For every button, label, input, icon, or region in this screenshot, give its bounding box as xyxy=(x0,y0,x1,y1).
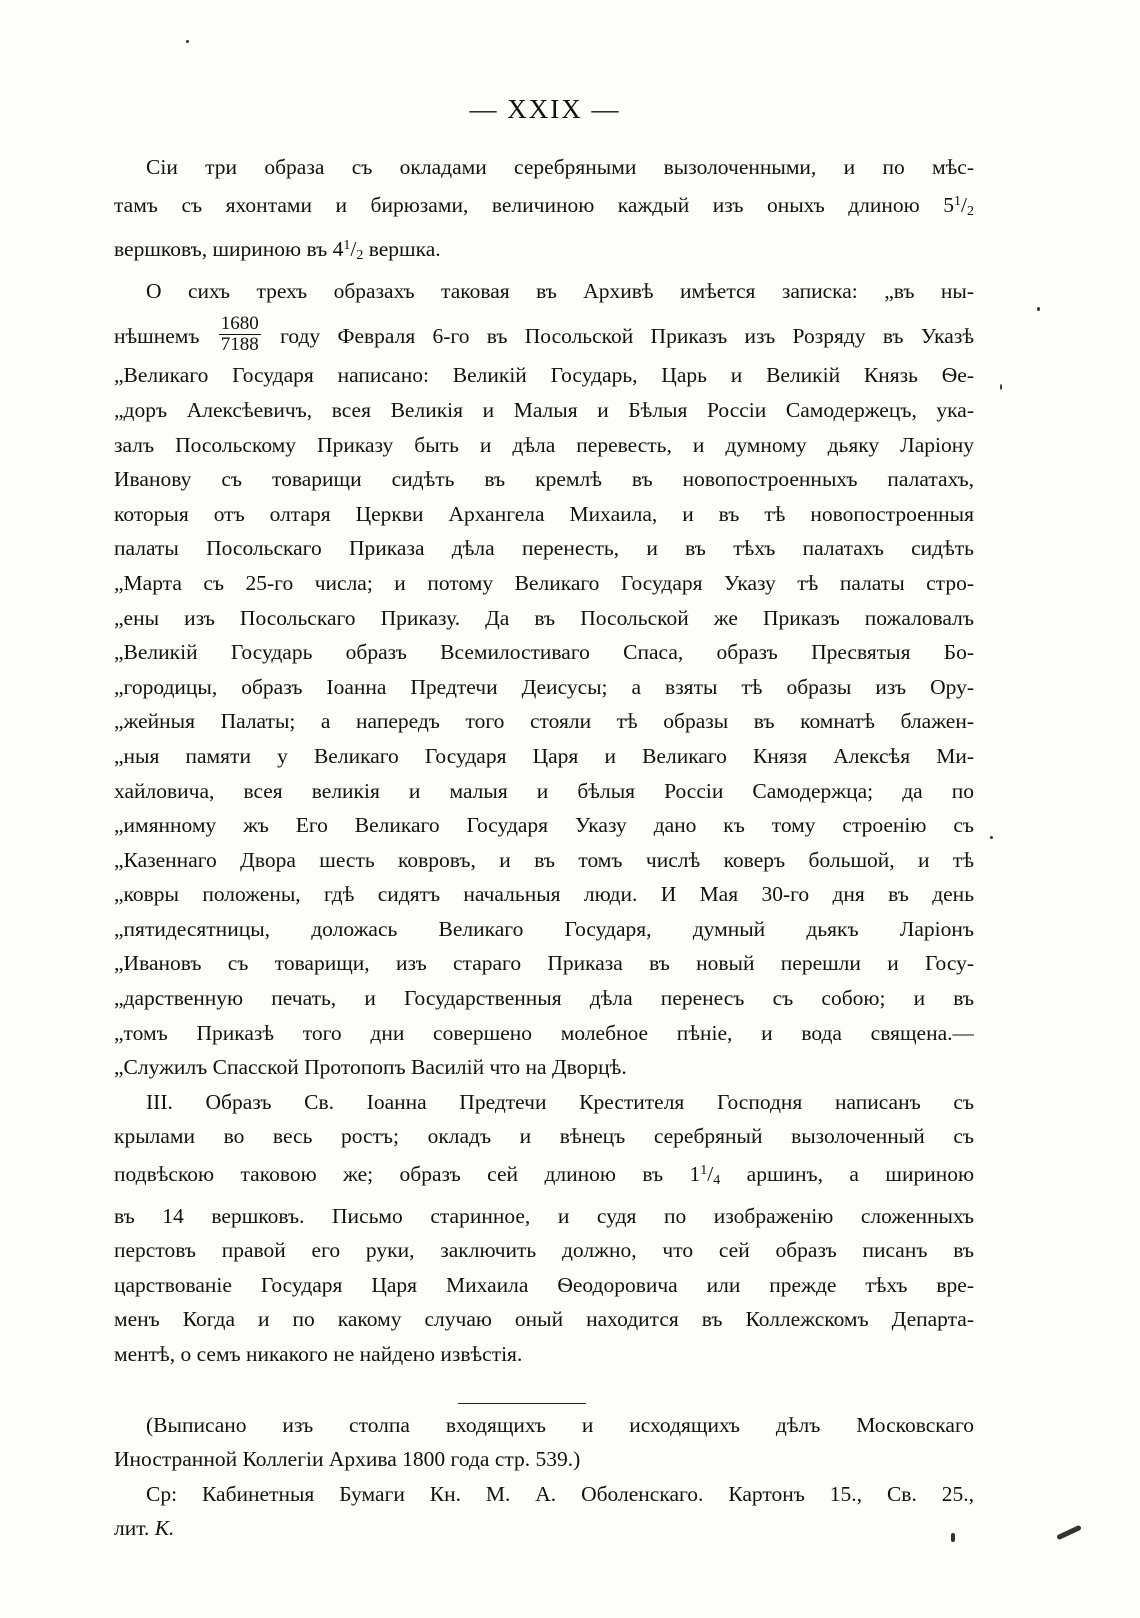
text-line: „ныя памяти у Великаго Государя Царя и Великаго Князя Алексѣя Ми- xyxy=(114,743,974,768)
reference-line xyxy=(114,1511,974,1546)
paragraph-3 xyxy=(114,1085,974,1372)
text-line: которыя отъ олтаря Церкви Архангела Михаила, и въ тѣ новопостроенныя xyxy=(114,501,974,526)
arshin-measure: $1^1/_4$ xyxy=(689,1162,721,1189)
text-line: „томъ Приказѣ того дни совершено молебное пѣніе, и вода священа.— xyxy=(114,1020,974,1045)
length-measure: $5^1/_2$ xyxy=(943,192,974,219)
reference-line: Иностранной Коллегіи Архива 1800 года стр. 539.) xyxy=(114,1447,581,1472)
text-span: подвѣскою таковою же; образъ сей длиною въ xyxy=(114,1162,664,1187)
closing-divider xyxy=(458,1403,586,1404)
main-text xyxy=(114,150,974,1546)
scan-speck xyxy=(951,1533,955,1542)
text-line: „городицы, образъ Іоанна Предтечи Деисусы; а взяты тѣ образы изъ Ору- xyxy=(114,674,974,699)
text-line: „доръ Алексѣевичъ, всея Великія и Малыя и Бѣлыя Россіи Самодержецъ, ука- xyxy=(114,397,974,422)
scan-speck xyxy=(1056,1525,1082,1541)
reference-letter: К. xyxy=(154,1516,175,1541)
text-line: О сихъ трехъ образахъ таковая въ Архивѣ имѣется записка: „въ ны- xyxy=(146,278,974,303)
scan-speck xyxy=(1000,384,1002,390)
text-line: хайловича, всея великія и малыя и бѣлыя Россіи Самодержца; да по xyxy=(114,778,974,803)
text-line: царствованіе Государя Царя Михаила Ѳеодоровича или прежде тѣхъ вре- xyxy=(114,1272,974,1297)
text-line: „Великаго Государя написано: Великій Государь, Царь и Великій Князь Ѳе- xyxy=(114,363,974,388)
text-line: III. Образъ Св. Іоанна Предтечи Крестителя Господня написанъ съ xyxy=(146,1089,974,1114)
text-line: „имянному жъ Его Великаго Государя Указу дано къ тому строенію съ xyxy=(114,813,974,838)
reference-line: (Выписано изъ столпа входящихъ и исходящихъ дѣлъ Московскаго xyxy=(146,1412,974,1437)
text-line: залъ Посольскому Приказу быть и дѣла перевесть, и думному дьяку Ларіону xyxy=(114,432,974,457)
text-span: нѣшнемъ xyxy=(114,324,200,349)
width-measure: $4^1/_2$ xyxy=(332,237,364,264)
text-line: Иванову съ товарищи сидѣть въ кремлѣ въ новопостроенныхъ палатахъ, xyxy=(114,467,974,492)
text-line: крылами во весь ростъ; окладъ и вѣнецъ серебряный вызолоченный съ xyxy=(114,1124,974,1149)
text-line: ментѣ, о семъ никакого не найдено извѣстія. xyxy=(114,1342,523,1366)
text-line: „Служилъ Спасской Протопопъ Василій что на Дворцѣ. xyxy=(114,1055,627,1080)
text-line xyxy=(114,185,974,230)
text-line: „дарственную печать, и Государственныя дѣла перенесъ съ собою; и въ xyxy=(114,986,974,1011)
year-top: 1680 xyxy=(220,312,259,334)
paragraph-1 xyxy=(114,150,974,274)
text-line: въ 14 вершковъ. Письмо старинное, и судя по изображенію сложенныхъ xyxy=(114,1203,974,1228)
year-fraction xyxy=(219,314,261,355)
text-line xyxy=(114,229,974,274)
text-line: Сіи три образа съ окладами серебряными вызолоченными, и по мѣс- xyxy=(146,155,974,179)
text-line: „Марта съ 25-го числа; и потому Великаго Государя Указу тѣ палаты стро- xyxy=(114,570,974,595)
year-bottom: 7188 xyxy=(220,333,259,355)
source-references xyxy=(114,1408,974,1546)
scan-speck xyxy=(186,40,189,43)
text-line: „ковры положены, гдѣ сидятъ начальныя люди. И Мая 30-го дня въ день xyxy=(114,882,974,907)
text-line: палаты Посольскаго Приказа дѣла перенесть, и въ тѣхъ палатахъ сидѣть xyxy=(114,536,974,561)
text-span: лит. xyxy=(114,1516,150,1541)
text-line xyxy=(114,308,974,358)
width-unit: вершка. xyxy=(368,237,441,262)
reference-line: Ср: Кабинетныя Бумаги Кн. М. А. Оболенскаго. Картонъ 15., Св. 25., xyxy=(146,1481,974,1506)
page-number: — XXIX — xyxy=(469,94,621,124)
paragraph-2 xyxy=(114,274,974,1085)
text-line: „жейныя Палаты; а напередъ того стояли тѣ образы въ комнатѣ блажен- xyxy=(114,709,974,734)
text-line: „Великій Государь образъ Всемилостиваго Спаса, образъ Пресвятыя Бо- xyxy=(114,640,974,665)
text-span: вершковъ, шириною въ xyxy=(114,237,328,262)
text-line: „пятидесятницы, доложась Великаго Государя, думный дьякъ Ларіонъ xyxy=(114,916,974,941)
text-line: „ены изъ Посольскаго Приказу. Да въ Посольской же Приказъ пожаловалъ xyxy=(114,605,974,630)
text-span: тамъ съ яхонтами и бирюзами, величиною каждый изъ оныхъ длиною xyxy=(114,192,920,217)
text-span: году Февраля 6-го въ Посольской Приказъ изъ Розряду въ Указѣ xyxy=(280,324,974,349)
text-line: „Ивановъ съ товарищи, изъ стараго Приказа въ новый перешли и Госу- xyxy=(114,951,974,976)
text-span: аршинъ, а шириною xyxy=(746,1162,974,1187)
scan-speck xyxy=(990,836,993,839)
text-line: перстовъ правой его руки, заключить должно, что сей образъ писанъ въ xyxy=(114,1238,974,1263)
text-line: „Казеннаго Двора шесть ковровъ, и въ томъ числѣ коверъ большой, и тѣ xyxy=(114,847,974,872)
text-line: менъ Когда и по какому случаю оный находится въ Коллежскомъ Департа- xyxy=(114,1307,974,1332)
text-line xyxy=(114,1154,974,1199)
scan-speck xyxy=(1037,307,1040,311)
